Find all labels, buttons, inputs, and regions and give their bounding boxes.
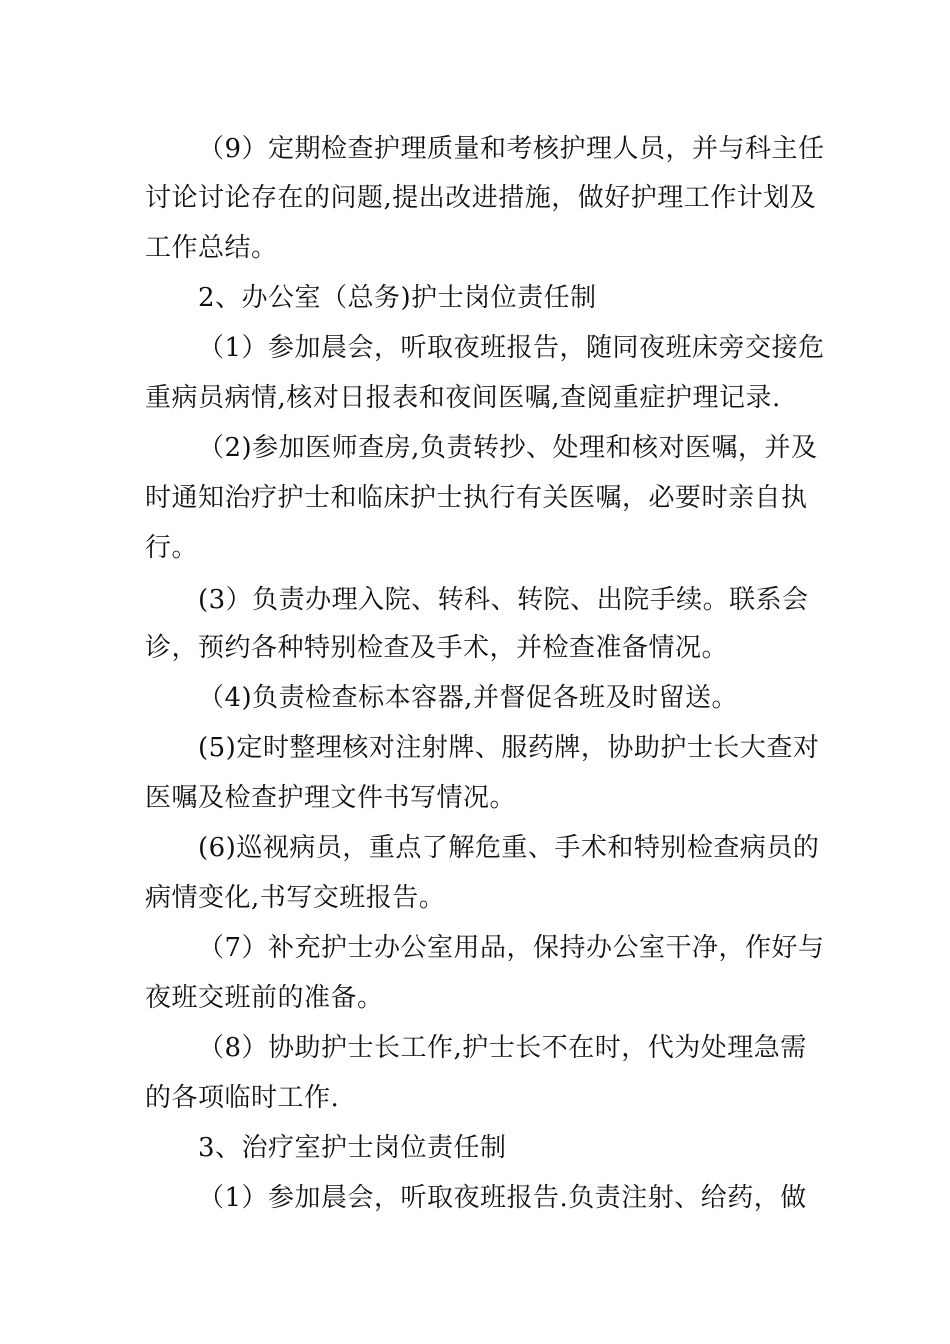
text-line: (6)巡视病员，重点了解危重、手术和特别检查病员的 (198, 833, 820, 863)
text-line: （4)负责检查标本容器,并督促各班及时留送。 (198, 683, 738, 713)
text-line: 讨论讨论存在的问题,提出改进措施，做好护理工作计划及 (145, 183, 817, 213)
text-line: 的各项临时工作. (145, 1083, 340, 1113)
text-line: (3）负责办理入院、转科、转院、出院手续。联系会 (198, 585, 809, 615)
text-line: 夜班交班前的准备。 (145, 983, 384, 1013)
text-line: 医嘱及检查护理文件书写情况。 (145, 783, 517, 813)
text-line: （1）参加晨会，听取夜班报告.负责注射、给药，做 (198, 1183, 807, 1213)
text-line: （2)参加医师查房,负责转抄、处理和核对医嘱，并及 (198, 433, 818, 463)
text-line: 诊，预约各种特别检查及手术，并检查准备情况。 (145, 633, 729, 663)
text-line: 病情变化,书写交班报告。 (145, 883, 446, 913)
text-line: 行。 (145, 533, 199, 563)
text-line: 重病员病情,核对日报表和夜间医嘱,查阅重症护理记录. (145, 383, 781, 413)
text-line: （9）定期检查护理质量和考核护理人员，并与科主任 (198, 134, 825, 164)
section-heading: 2、办公室（总务)护士岗位责任制 (198, 283, 597, 313)
text-line: （8）协助护士长工作,护士长不在时，代为处理急需 (198, 1033, 807, 1063)
text-line: （1）参加晨会，听取夜班报告，随同夜班床旁交接危 (198, 333, 825, 363)
text-line: 工作总结。 (145, 233, 278, 263)
text-line: 时通知治疗护士和临床护士执行有关医嘱，必要时亲自执 (145, 483, 808, 513)
text-line: (5)定时整理核对注射牌、服药牌，协助护士长大查对 (198, 733, 820, 763)
section-heading: 3、治疗室护士岗位责任制 (198, 1133, 507, 1163)
text-line: （7）补充护士办公室用品，保持办公室干净，作好与 (198, 933, 825, 963)
